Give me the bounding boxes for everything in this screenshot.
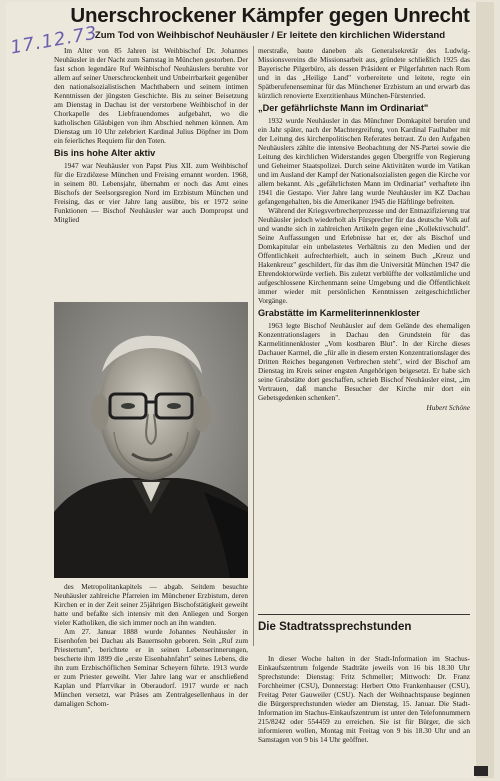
sidebar-paragraph: In dieser Woche halten in der Stadt-Information im Stachus-Einkaufszentrum folgende Stadträte jeweils von 16 bis 18.30 Uhr Sprechstunde: Dienstag: Fritz Schmeller; Mittwoch: Dr. Franz Forchheimer (CSU), Donnerstag: Herbert Otto Frankenhauser (CSU), Freitag Peter Gauweiler (CSU). Nach der Weihnachtspause beginnen die Bürgersprechstunden wieder am Dienstag, 15. Januar. Die Stadt-Information im Stachus-Einkaufszentrum ist unter den Telefonnummern 215/8242 oder 554459 zu erreichen. Sie ist für Bürger, die sich informieren wollen, Montag mit Freitag von 9 bis 18.30 Uhr und an Samstagen von 9 bis 14 Uhr geöffnet. [258,654,470,744]
column-2 [258,46,470,412]
paragraph-schommerstrasse: merstraße, baute daneben als Generalsekretär des Ludwig-Missionsvereins die Missionsarbeit aus, gründete schließlich 1925 das Bayerische Pilgerbüro, als dessen Präsident er Pilgerfahrten nach Rom und in das „Heilige Land" vorbereitete und leitete, regte ein Spätberufenenseminar für das Münchener Erzbistum an und erwarb das kürzlich renovierte Exerzitienhaus München-Fürstenried. [258,46,470,100]
section-heading-active: Bis ins hohe Alter aktiv [54,148,156,158]
handwritten-date: 17.12.73 [8,22,100,59]
paragraph-1932: 1932 wurde Neuhäusler in das Münchner Domkapitel berufen und ein Jahr später, nach der Machtergreifung, von Kardinal Faulhaber mit der Leitung des kirchenpolitischen Referates betraut. Zu den Aufgaben Neuhäuslers zählte die intensive Beobachtung der NS-Partei sowie die Leitung des kirchlichen Widerstandes gegen Übergriffe von Regierung und Geheimer Staatspolizei. Durch seine Aktivitäten wurde im Vatikan und im Ausland der Kampf der Nationalsozialisten gegen die Kirche vor allem bekannt. Als „gefährlichsten Mann im Ordinariat" verhaftete ihn 1941 die Gestapo. Vier Jahre lang wurde Neuhäusler im KZ Dachau gefangengehalten, bis die Amerikaner 1945 die Häftlinge befreiten. [258,116,470,206]
bishop-portrait-image [54,302,248,578]
paragraph-weihbischof: 1947 war Neuhäusler von Papst Pius XII. zum Weihbischof für die Erzdiözese München und Freising ernannt worden. 1968, in seinem 80. Lebensjahr, übernahm er noch das Amt eines Bischofs der Seelsorgsregion Nord im Erzbistum München und Freising, das er vier Jahre lang ausübte, bis er 1972 seine Funktionen — Bischof Neuhäusler war auch Dompropst und Mitglied [54,161,248,224]
newspaper-clipping [6,2,494,778]
portrait-photo [54,302,248,578]
author-signature: Hubert Schöne [426,403,470,412]
section-heading-dangerous-man: „Der gefährlichste Mann im Ordinariat" [258,103,429,113]
paragraph-1963: 1963 legte Bischof Neuhäusler auf dem Gelände des ehemaligen Konzentrationslagers in Dachau den Grundstein für das Karmelitinnenkloster „Vom kostbaren Blut". In der Kirche dieses Dachauer Karmel, die „für alle in diesem ersten Konzentrationslager des Dritten Reiches begangenen Verbrechen steht", wird der Bischof am Dienstag im Kreis seiner engsten Angehörigen beigesetzt. Er habe sich seine Grabstätte dort geschaffen, schrieb Bischof Neuhäusler einst, „im Vertrauen, daß manche Besucher der Kirche mir dort ein Gebetsgedenken schenken". [258,321,470,402]
section-heading-grave: Grabstätte im Karmeliterinnenkloster [258,308,420,318]
paragraph-postwar: Während der Kriegsverbrecherprozesse und der Entnazifizierung trat Neuhäusler jedoch wiederholt als Fürsprecher für das deutsche Volk auf und wandte sich in zahlreichen Artikeln gegen eine „Kollektivschuld". Seine Auffassungen und Erlebnisse hat er, der als Bischof und Domkapitular ein unbelastetes Verhältnis zu den Medien und der Öffentlichkeit aufrechterhielt, auch in seinem Buch „Kreuz und Hakenkreuz" geschildert, für das ihm die Universität München 1947 die Ehrendoktorwürde verlieh. Bis zuletzt verblüffte der volkstümliche und aufgeschlossene Kirchenmann seine Umgebung und die Öffentlichkeit immer wieder mit persönlichen Kenntnissen zeitgeschichtlicher Vorgänge. [258,206,470,305]
article-subheadline: Zum Tod von Weihbischof Neuhäusler / Er leitete den kirchlichen Widerstand [94,30,446,41]
corner-mark [474,766,488,776]
article-headline: Unerschrockener Kämpfer gegen Unrecht [70,4,470,27]
column-1 [54,46,248,224]
intro-paragraph: Im Alter von 85 Jahren ist Weihbischof Dr. Johannes Neuhäusler in der Nacht zum Samstag in München gestorben. Der fast schon legendäre Ruf Weihbischof Neuhäuslers beruhte vor allem auf seiner Unerschrockenheit und Unbeirrbarkeit gegenüber den nationalsozialistischen Machthabern und seinem intimen Kenntnissen der jüngsten Geschichte. Bis zu seiner Beisetzung am Dienstag in Dachau ist der verstorbene Weihbischof in der Chorkapelle des Liebfrauendomes aufgebahrt, wo die katholischen Gläubigen von ihm Abschied nehmen können. Am Dienstag um 10 Uhr zelebriert Kardinal Julius Döpfner im Dom ein feierliches Requiem für den Toten. [54,46,248,145]
column-divider [253,46,254,646]
paragraph-biography: Am 27. Januar 1888 wurde Johannes Neuhäusler in Eisenhofen bei Dachau als Bauernsohn geboren. Sein „Ruf zum Priestertum", berichtete er in seinen Lebenserinnerungen, bescherte ihm 1899 die „erste Eisenbahnfahrt" seines Lebens, die ihn zum Erzbischöflichen Seminar Scheyern führte. 1913 wurde er zum Priester geweiht. Vier Jahre lang war er anschließend Kaplan und Pfarrvikar in Oberaudorf. 1917 wurde er nach München versetzt, war Präses am Zentralgesellenhaus in der damaligen Schom- [54,627,248,708]
paragraph-metropolitankapitel: des Metropolitankapitels — abgab. Seitdem besuchte Neuhäusler zahlreiche Pfarreien im Münchener Erzbistum, deren Kirchen er in der Zeit seiner 25jährigen Bischofstätigkeit geweiht hatte und befaßte sich intensiv mit den Anliegen und Sorgen vieler Katholiken, die sich immer noch an ihn wandten. [54,582,248,627]
box-divider [258,614,470,615]
sidebar-headline: Die Stadtratssprechstunden [258,621,412,633]
column-1-continued [54,582,248,708]
sidebar-article [258,654,470,744]
page-edge [476,2,494,778]
